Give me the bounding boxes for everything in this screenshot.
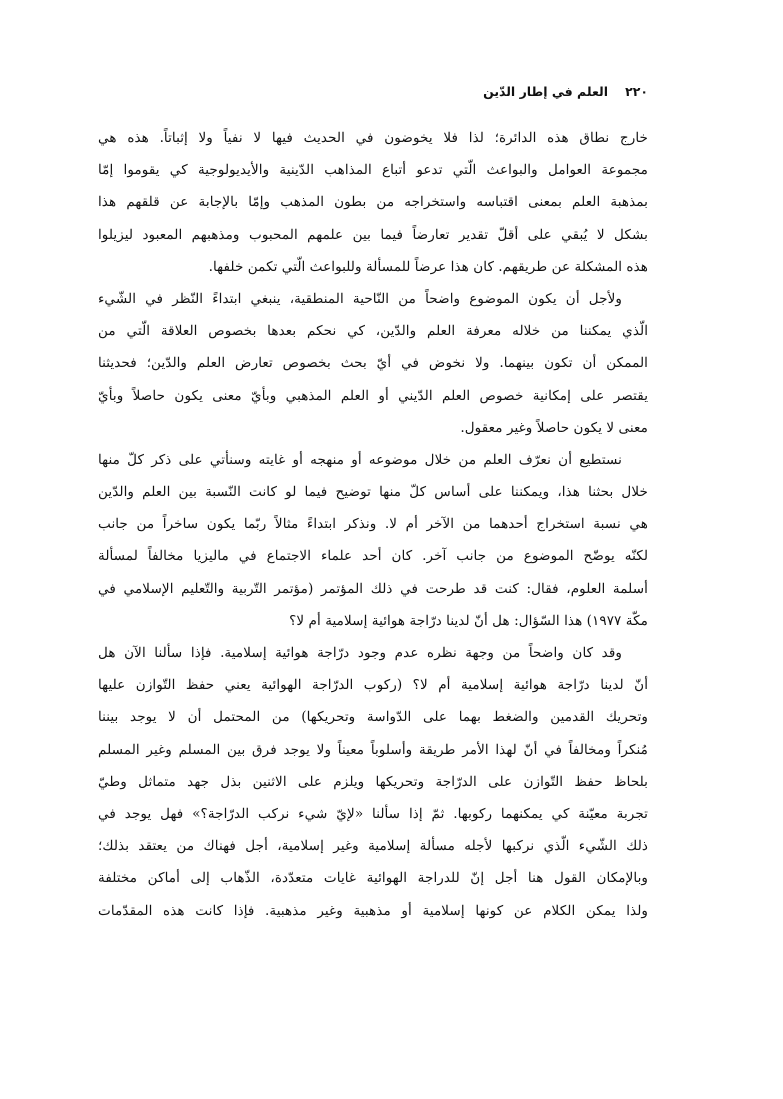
paragraph-3 <box>98 444 648 637</box>
text-line: هي نسبة استخراج أحدهما من الآخر أم لا. ونذكر ابتداءً مثالاً ربّما يكون ساخراً من جانب <box>98 516 648 533</box>
text-line: مجموعة العوامل والبواعث الّتي تدعو أتباع المذاهب الدّينية والأيديولوجية كي يقوموا إمّا <box>98 162 648 179</box>
text-line: بلحاظ حفظ التّوازن على الدرّاجة وتحريكها ويلزم على الاثنين بذل جهد متماثل وطيّ <box>98 773 648 790</box>
text-line: خارج نطاق هذه الدائرة؛ لذا فلا يخوضون في الحديث فيها لا نفياً ولا إثباتاً. هذه هي <box>98 130 648 146</box>
text-line: ولأجل أن يكون الموضوع واضحاً من النّاحية المنطقية، ينبغي ابتداءً النّظر في الشّيء <box>98 290 622 307</box>
text-line: أنّ لدينا درّاجة هوائية إسلامية أم لا؟ (ركوب الدرّاجة الهوائية يعني حفظ التّوازن عليها <box>98 677 648 694</box>
running-title: العلم في إطار الدّين <box>483 84 608 99</box>
text-line: أسلمة العلوم، فقال: كنت قد طرحت في ذلك المؤتمر (مؤتمر التّربية والتّعليم الإسلامي في <box>98 580 648 597</box>
body-text <box>98 122 648 927</box>
text-line: بمذهبة العلم بمعنى اقتباسه واستخراجه من بطون المذهب وإمّا بالإجابة عن قلقهم هذا <box>98 194 648 211</box>
text-line: تجربة معيّنة كي يمكنهما ركوبها. ثمّ إذا سألنا «لإيّ شيء نركب الدرّاجة؟» فهل يوجد في <box>98 805 648 822</box>
paragraph-2 <box>98 283 648 444</box>
text-line: وبالإمكان القول هنا أجل إنّ للدراجة الهوائية غايات متعدّدة، الذّهاب إلى أماكن مختلفة <box>98 870 648 887</box>
text-line: خلال بحثنا هذا، ويمكننا على أساس كلّ منها توضيح فيما لو كانت النّسبة بين العلم والدّين <box>98 484 648 501</box>
text-line: مكّة ١٩٧٧) هذا السّؤال: هل أنّ لدينا درّاجة هوائية إسلامية أم لا؟ <box>289 612 648 629</box>
text-line: وتحريك القدمين والضغط بهما على الدّواسة وتحريكها) من المحتمل أن لا يوجد بيننا <box>98 709 648 726</box>
text-line: ذلك الشّيء الّذي نركبها لأجله مسألة إسلامية وغير إسلامية، أجل فهناك من يعتقد بذلك؛ <box>98 838 648 855</box>
text-line: ولذا يمكن الكلام عن كونها إسلامية أو مذهبية وغير مذهبية. فإذا كانت هذه المقدّمات <box>98 902 648 919</box>
text-line: يقتصر على إمكانية خصوص العلم الدّيني أو العلم المذهبي وبأيّ معنى يكون حاصلاً وبأيّ <box>98 387 648 404</box>
text-line: الّذي يمكننا من خلاله معرفة العلم والدّين، كي نحكم بعدها بخصوص العلاقة الّتي من <box>98 323 648 340</box>
text-line: بشكل لا يُبقي على أقلّ تقدير تعارضاً فيما بين علمهم المحبوب ومذهبهم المعبود ليزيلوا <box>98 226 648 243</box>
text-line: مُنكراً ومخالفاً في أنّ لهذا الأمر طريقة وأسلوباً معيناً ولا يوجد فرق بين المسلم وغير المسلم <box>98 741 648 758</box>
page-number: ٢٢٠ <box>625 84 648 99</box>
text-line: نستطيع أن نعرّف العلم من خلال موضوعه أو منهجه أو غايته وسنأتي على ذكر كلّ منها <box>98 451 622 468</box>
paragraph-1 <box>98 122 648 283</box>
page-header <box>98 84 648 104</box>
text-line: لكنّه يوضّح الموضوع من جانب آخر. كان أحد علماء الاجتماع في ماليزيا مخالفاً لمسألة <box>98 548 648 565</box>
text-line: هذه المشكلة عن طريقهم. كان هذا عرضاً للمسألة وللبواعث الّتي تكمن خلفها. <box>208 258 648 275</box>
paragraph-4 <box>98 637 648 927</box>
text-line: الممكن أن تكون بينهما. ولا نخوض في أيّ بحث بخصوص تعارض العلم والدّين؛ فحديثنا <box>98 355 648 372</box>
text-line: معنى لا يكون حاصلاً وغير معقول. <box>460 419 648 436</box>
text-line: وقد كان واضحاً من وجهة نظره عدم وجود درّاجة هوائية إسلامية. فإذا سألنا الآن هل <box>98 645 622 661</box>
